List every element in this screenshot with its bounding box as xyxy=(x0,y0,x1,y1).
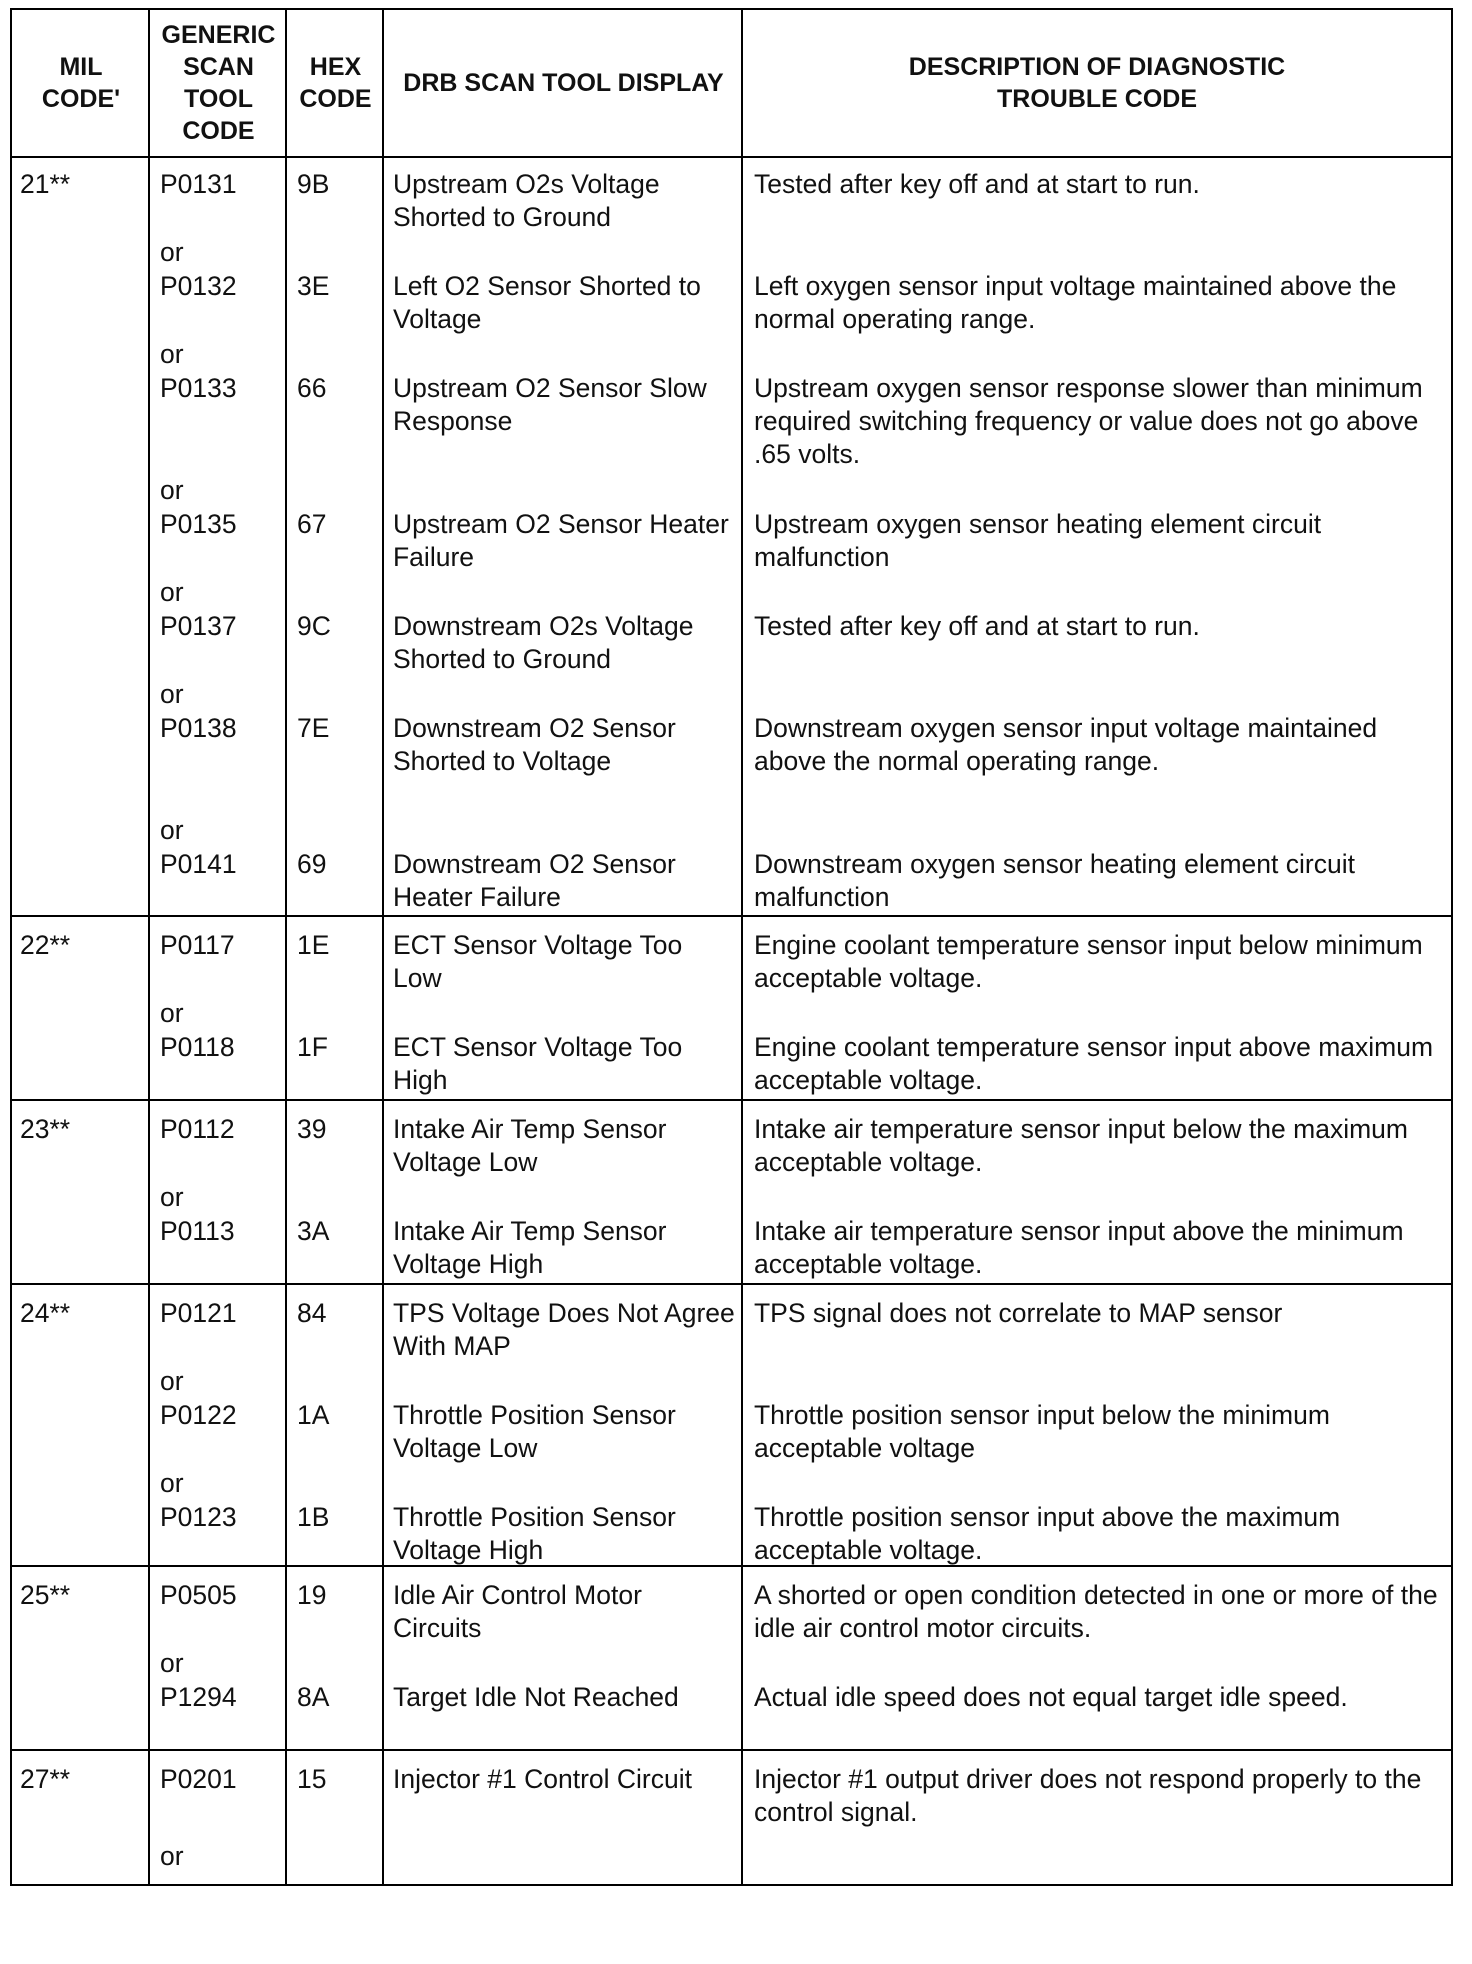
trouble-code-description: Actual idle speed does not equal target idle speed. xyxy=(754,1682,1348,1712)
or-separator: or xyxy=(160,1182,184,1212)
drb-display-text: Downstream O2 Sensor Shorted to Voltage xyxy=(393,713,676,776)
generic-scan-tool-code: P0133 xyxy=(160,373,237,403)
table-group xyxy=(12,156,1451,917)
drb-display-text: Upstream O2s Voltage Shorted to Ground xyxy=(393,169,660,232)
trouble-code-description: Engine coolant temperature sensor input below minimum acceptable voltage. xyxy=(754,930,1423,993)
hex-code: 15 xyxy=(297,1764,327,1794)
drb-display-text: Intake Air Temp Sensor Voltage Low xyxy=(393,1114,667,1177)
column-divider xyxy=(285,10,287,1884)
or-separator: or xyxy=(160,998,184,1028)
trouble-code-description: Left oxygen sensor input voltage maintained above the normal operating range. xyxy=(754,271,1397,334)
drb-display-text: ECT Sensor Voltage Too Low xyxy=(393,930,683,993)
trouble-code-description: Throttle position sensor input below the minimum acceptable voltage xyxy=(754,1400,1330,1463)
hex-code: 39 xyxy=(297,1114,327,1144)
table-header xyxy=(12,10,1451,158)
generic-scan-tool-code: P0135 xyxy=(160,509,237,539)
trouble-code-description: Tested after key off and at start to run. xyxy=(754,611,1200,641)
hex-code: 1B xyxy=(297,1502,330,1532)
trouble-code-description: Upstream oxygen sensor response slower than minimum required switching frequency or value does not go above .65 volts. xyxy=(754,373,1423,469)
hex-code: 84 xyxy=(297,1298,327,1328)
hex-code: 66 xyxy=(297,373,327,403)
generic-scan-tool-code: P0123 xyxy=(160,1502,237,1532)
drb-display-text: Downstream O2 Sensor Heater Failure xyxy=(393,849,676,912)
header-hex-code: HEX CODE xyxy=(299,53,372,113)
drb-display-text: Target Idle Not Reached xyxy=(393,1682,679,1712)
generic-scan-tool-code: P0137 xyxy=(160,611,237,641)
mil-code: 27** xyxy=(20,1764,71,1794)
drb-display-text: Upstream O2 Sensor Heater Failure xyxy=(393,509,729,572)
hex-code: 67 xyxy=(297,509,327,539)
table-group xyxy=(12,1285,1451,1567)
generic-scan-tool-code: P0138 xyxy=(160,713,237,743)
trouble-code-description: Injector #1 output driver does not respond properly to the control signal. xyxy=(754,1764,1422,1827)
generic-scan-tool-code: P0112 xyxy=(160,1114,235,1144)
drb-display-text: Throttle Position Sensor Voltage Low xyxy=(393,1400,676,1463)
generic-scan-tool-code: P0121 xyxy=(160,1298,237,1328)
header-drb-scan-tool-display: DRB SCAN TOOL DISPLAY xyxy=(403,69,724,97)
trouble-code-description: Intake air temperature sensor input above the minimum acceptable voltage. xyxy=(754,1216,1404,1279)
mil-code: 25** xyxy=(20,1580,71,1610)
hex-code: 3E xyxy=(297,271,330,301)
hex-code: 69 xyxy=(297,849,327,879)
drb-display-text: Upstream O2 Sensor Slow Response xyxy=(393,373,707,436)
column-divider xyxy=(741,10,743,1884)
mil-code: 21** xyxy=(20,169,71,199)
or-separator: or xyxy=(160,577,184,607)
table-group xyxy=(12,1101,1451,1285)
header-description: DESCRIPTION OF DIAGNOSTIC TROUBLE CODE xyxy=(908,53,1286,113)
table-group xyxy=(12,1567,1451,1751)
or-separator: or xyxy=(160,339,184,369)
mil-code: 23** xyxy=(20,1114,71,1144)
trouble-code-description: Upstream oxygen sensor heating element circuit malfunction xyxy=(754,509,1322,572)
trouble-code-description: Downstream oxygen sensor heating element circuit malfunction xyxy=(754,849,1355,912)
hex-code: 9C xyxy=(297,611,331,641)
generic-scan-tool-code: P0132 xyxy=(160,271,237,301)
column-divider xyxy=(382,10,384,1884)
or-separator: or xyxy=(160,1648,184,1678)
drb-display-text: Injector #1 Control Circuit xyxy=(393,1764,692,1794)
generic-scan-tool-code: P0113 xyxy=(160,1216,235,1246)
generic-scan-tool-code: P0505 xyxy=(160,1580,237,1610)
hex-code: 19 xyxy=(297,1580,327,1610)
trouble-code-description: A shorted or open condition detected in one or more of the idle air control motor circuits. xyxy=(754,1580,1438,1643)
or-separator: or xyxy=(160,1841,184,1871)
table-group xyxy=(12,1751,1451,1964)
hex-code: 7E xyxy=(297,713,330,743)
or-separator: or xyxy=(160,1468,184,1498)
drb-display-text: Throttle Position Sensor Voltage High xyxy=(393,1502,676,1565)
column-divider xyxy=(148,10,150,1884)
trouble-code-description: Downstream oxygen sensor input voltage maintained above the normal operating range. xyxy=(754,713,1378,776)
or-separator: or xyxy=(160,475,184,505)
mil-code: 24** xyxy=(20,1298,71,1328)
hex-code: 1E xyxy=(297,930,330,960)
or-separator: or xyxy=(160,1366,184,1396)
trouble-code-description: Tested after key off and at start to run. xyxy=(754,169,1200,199)
or-separator: or xyxy=(160,815,184,845)
trouble-code-description: Intake air temperature sensor input below the maximum acceptable voltage. xyxy=(754,1114,1408,1177)
generic-scan-tool-code: P0201 xyxy=(160,1764,237,1794)
hex-code: 1F xyxy=(297,1032,328,1062)
generic-scan-tool-code: P0122 xyxy=(160,1400,237,1430)
hex-code: 3A xyxy=(297,1216,330,1246)
hex-code: 1A xyxy=(297,1400,330,1430)
drb-display-text: Left O2 Sensor Shorted to Voltage xyxy=(393,271,701,334)
mil-code: 22** xyxy=(20,930,71,960)
generic-scan-tool-code: P0131 xyxy=(160,169,237,199)
generic-scan-tool-code: P0118 xyxy=(160,1032,235,1062)
dtc-table xyxy=(10,8,1453,1886)
table-group xyxy=(12,917,1451,1101)
drb-display-text: Idle Air Control Motor Circuits xyxy=(393,1580,642,1643)
or-separator: or xyxy=(160,679,184,709)
trouble-code-description: Engine coolant temperature sensor input above maximum acceptable voltage. xyxy=(754,1032,1434,1095)
or-separator: or xyxy=(160,237,184,267)
generic-scan-tool-code: P1294 xyxy=(160,1682,237,1712)
drb-display-text: Downstream O2s Voltage Shorted to Ground xyxy=(393,611,694,674)
generic-scan-tool-code: P0141 xyxy=(160,849,237,879)
drb-display-text: ECT Sensor Voltage Too High xyxy=(393,1032,683,1095)
header-generic-scan-tool-code: GENERIC SCAN TOOL CODE xyxy=(161,21,276,145)
trouble-code-description: TPS signal does not correlate to MAP sensor xyxy=(754,1298,1283,1328)
hex-code: 9B xyxy=(297,169,330,199)
trouble-code-description: Throttle position sensor input above the maximum acceptable voltage. xyxy=(754,1502,1341,1565)
hex-code: 8A xyxy=(297,1682,330,1712)
header-mil-code: MIL CODE' xyxy=(41,53,121,113)
generic-scan-tool-code: P0117 xyxy=(160,930,235,960)
drb-display-text: Intake Air Temp Sensor Voltage High xyxy=(393,1216,667,1279)
drb-display-text: TPS Voltage Does Not Agree With MAP xyxy=(393,1298,735,1361)
